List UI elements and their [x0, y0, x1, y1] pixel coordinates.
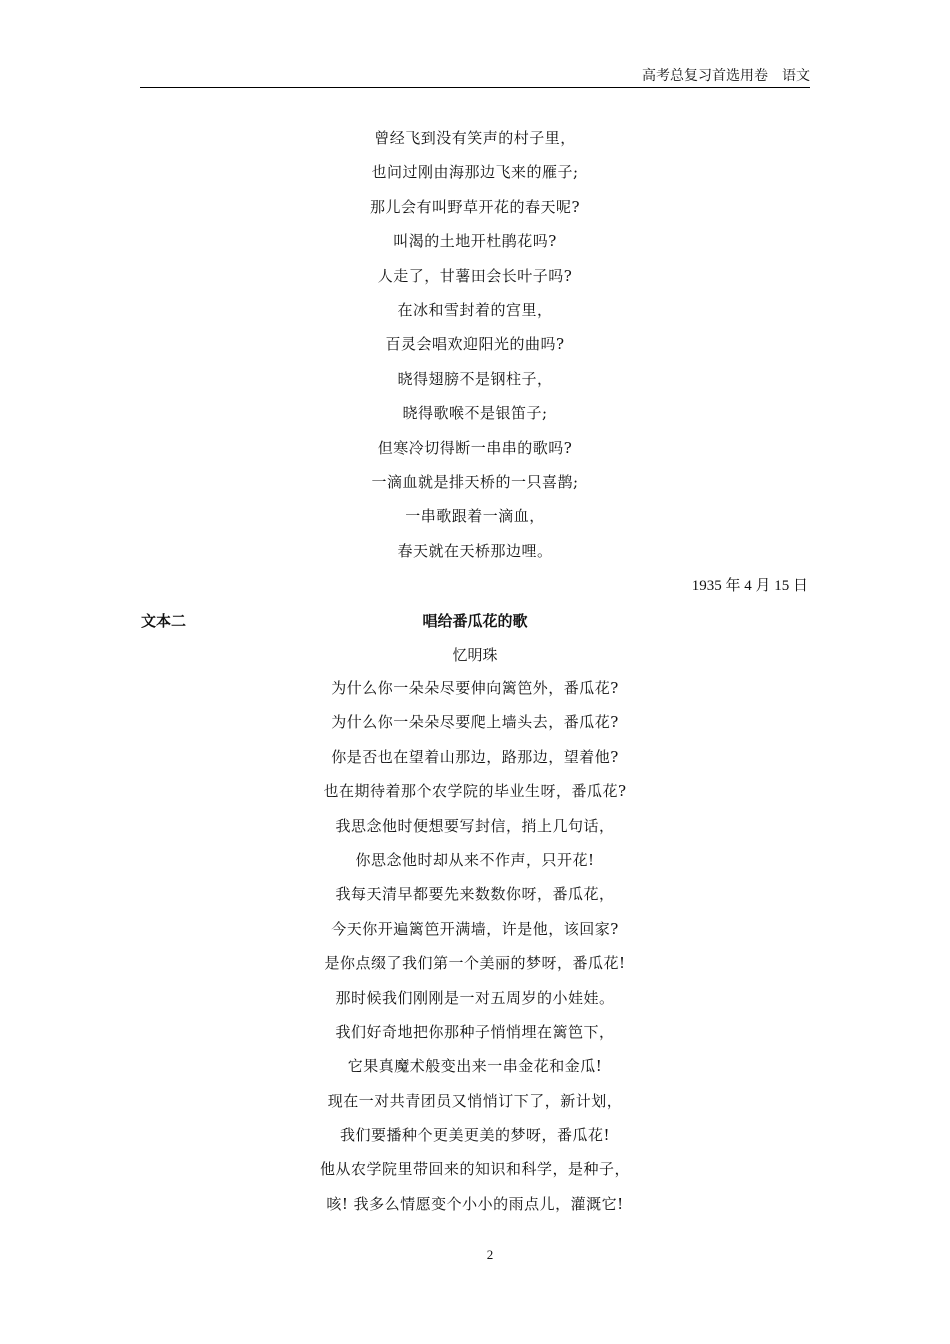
poem-author: 忆明珠 [452, 646, 498, 664]
poem-line: 也问过刚由海那边飞来的雁子; [371, 163, 579, 182]
section-label: 文本二 [141, 612, 187, 630]
poem-line: 那儿会有叫野草开花的春天呢? [369, 197, 581, 216]
poem-line: 一串歌跟着一滴血， [405, 507, 545, 526]
poem-line: 今天你开遍篱笆开满墙，许是他，该回家? [331, 919, 619, 938]
poem-line: 那时候我们刚刚是一对五周岁的小娃娃。 [335, 988, 615, 1007]
page-number: 2 [486, 1247, 494, 1262]
poem-line: 是你点缀了我们第一个美丽的梦呀，番瓜花! [324, 954, 626, 973]
poem-two [140, 674, 810, 1224]
poem-line: 现在一对共青团员又悄悄订下了，新计划， [327, 1091, 623, 1110]
poem-line: 你是否也在望着山那边，路那边，望着他? [331, 747, 619, 766]
poem-line: 我思念他时便想要写封信，捎上几句话， [335, 816, 615, 835]
poem-line: 我每天清早都要先来数数你呀，番瓜花， [335, 885, 615, 904]
poem-line: 为什么你一朵朵尽要伸向篱笆外，番瓜花? [331, 679, 619, 697]
poem-line: 一滴血就是排天桥的一只喜鹊; [371, 472, 579, 491]
poem-line: 他从农学院里带回来的知识和科学，是种子， [319, 1160, 630, 1179]
poem-line: 我们要播种个更美更美的梦呀，番瓜花! [339, 1126, 611, 1145]
header-text: 高考总复习首选用卷 语文 [642, 68, 810, 84]
page-header [140, 66, 810, 88]
poem-line: 百灵会唱欢迎阳光的曲吗? [385, 335, 565, 354]
poem-date: 1935 年 4 月 15 日 [691, 578, 808, 594]
poem-line: 它果真魔术般变出来一串金花和金瓜! [347, 1057, 603, 1076]
poem-title: 唱给番瓜花的歌 [422, 612, 528, 630]
poem-line: 在冰和雪封着的宫里， [397, 300, 553, 319]
poem-line: 为什么你一朵朵尽要爬上墙头去，番瓜花? [331, 713, 619, 732]
poem-line: 晓得翅膀不是钢柱子， [397, 369, 553, 388]
poem-one [140, 124, 810, 571]
poem-line: 春天就在天桥那边哩。 [397, 541, 553, 560]
poem-line: 人走了，甘薯田会长叶子吗? [377, 266, 573, 285]
poem-line: 你思念他时却从来不作声，只开花! [355, 850, 595, 869]
poem-line: 叫渴的土地开杜鹃花吗? [393, 232, 557, 251]
poem-line: 我们好奇地把你那种子悄悄埋在篱笆下， [335, 1022, 615, 1041]
poem-line: 曾经飞到没有笑声的村子里， [374, 129, 576, 147]
poem-line: 但寒冷切得断一串串的歌吗? [377, 438, 573, 457]
poem-line: 咳! 我多么情愿变个小小的雨点儿，灌溉它! [326, 1194, 624, 1213]
poem-line: 也在期待着那个农学院的毕业生呀，番瓜花? [323, 782, 627, 801]
poem-line: 晓得歌喉不是银笛子; [402, 404, 548, 423]
